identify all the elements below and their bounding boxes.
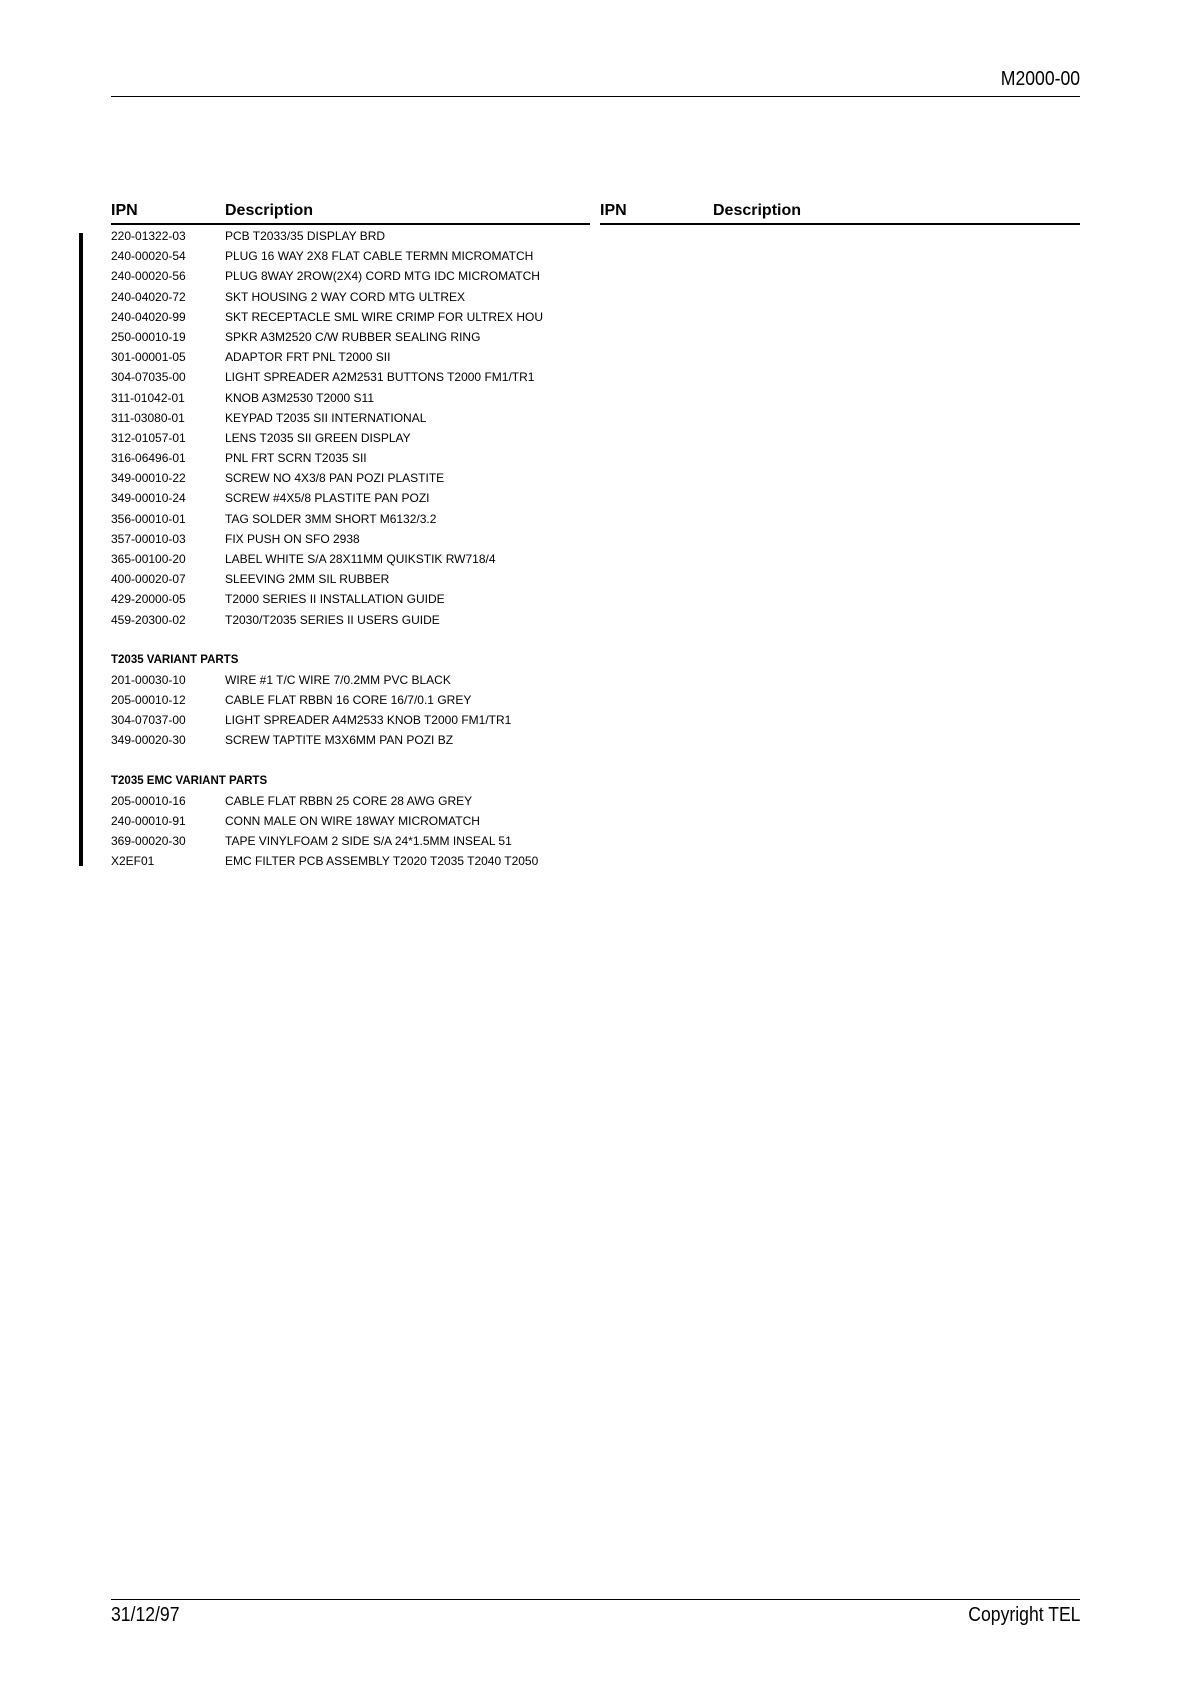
footer-copyright: Copyright TEL — [967, 1604, 1080, 1626]
part-description: SCREW #4X5/8 PLASTITE PAN POZI — [225, 491, 430, 506]
part-description: LABEL WHITE S/A 28X11MM QUIKSTIK RW718/4 — [225, 552, 496, 566]
part-row — [111, 610, 591, 630]
part-row — [111, 367, 591, 387]
part-row — [111, 347, 591, 367]
document-id: M2000-00 — [1000, 68, 1080, 90]
right-column-header — [600, 202, 1080, 225]
footer-rule — [111, 1599, 1080, 1600]
part-ipn: 349-00020-30 — [111, 733, 186, 748]
part-ipn: 365-00100-20 — [111, 552, 186, 566]
part-row — [111, 811, 591, 831]
part-description: LENS T2035 SII GREEN DISPLAY — [225, 430, 411, 445]
part-ipn: X2EF01 — [111, 854, 155, 869]
part-row — [111, 408, 591, 428]
part-ipn: 357-00010-03 — [111, 531, 186, 546]
part-ipn: 205-00010-12 — [111, 692, 186, 707]
part-row — [111, 690, 591, 710]
part-row — [111, 307, 591, 327]
part-description: SPKR A3M2520 C/W RUBBER SEALING RING — [225, 329, 481, 344]
part-description: TAG SOLDER 3MM SHORT M6132/3.2 — [225, 511, 437, 526]
part-row — [111, 670, 591, 690]
part-ipn: 201-00030-10 — [111, 672, 186, 687]
part-ipn: 349-00010-22 — [111, 471, 186, 486]
part-ipn: 304-07035-00 — [111, 370, 186, 385]
part-description: PNL FRT SCRN T2035 SII — [225, 451, 367, 466]
part-ipn: 316-06496-01 — [111, 451, 186, 466]
part-row — [111, 246, 591, 266]
part-description: KEYPAD T2035 SII INTERNATIONAL — [225, 410, 427, 425]
part-description: SKT HOUSING 2 WAY CORD MTG ULTREX — [225, 289, 466, 304]
part-description: T2030/T2035 SERIES II USERS GUIDE — [225, 612, 440, 627]
part-description: EMC FILTER PCB ASSEMBLY T2020 T2035 T2040 T2050 — [225, 854, 539, 869]
part-description: LIGHT SPREADER A2M2531 BUTTONS T2000 FM1/TR1 — [225, 370, 535, 385]
part-row — [111, 791, 591, 811]
part-ipn: 240-00010-91 — [111, 813, 186, 828]
part-ipn: 311-01042-01 — [111, 390, 185, 405]
variant-section-title: T2035 VARIANT PARTS — [111, 653, 239, 666]
part-description: CABLE FLAT RBBN 16 CORE 16/7/0.1 GREY — [225, 692, 472, 707]
part-ipn: 369-00020-30 — [111, 833, 186, 848]
part-row — [111, 428, 591, 448]
part-row — [111, 589, 591, 609]
description-column-label: Description — [225, 202, 314, 219]
part-description: WIRE #1 T/C WIRE 7/0.2MM PVC BLACK — [225, 672, 451, 687]
part-row — [111, 529, 591, 549]
part-ipn: 304-07037-00 — [111, 713, 186, 728]
part-description: SCREW TAPTITE M3X6MM PAN POZI BZ — [225, 733, 454, 748]
part-ipn: 356-00010-01 — [111, 511, 186, 526]
part-ipn: 220-01322-03 — [111, 229, 186, 243]
left-column-header — [111, 202, 590, 225]
part-ipn: 240-00020-56 — [111, 269, 186, 284]
part-row — [111, 730, 591, 750]
part-row — [111, 226, 591, 246]
part-ipn: 349-00010-24 — [111, 491, 186, 506]
parts-list — [111, 226, 591, 871]
part-row — [111, 448, 591, 468]
part-description: TAPE VINYLFOAM 2 SIDE S/A 24*1.5MM INSEAL 51 — [225, 833, 512, 848]
emc-section-title: T2035 EMC VARIANT PARTS — [111, 774, 268, 787]
part-description: ADAPTOR FRT PNL T2000 SII — [225, 350, 391, 365]
part-ipn: 312-01057-01 — [111, 430, 186, 445]
part-description: PLUG 16 WAY 2X8 FLAT CABLE TERMN MICROMATCH — [225, 249, 534, 264]
part-row — [111, 831, 591, 851]
variant-parts-group — [111, 670, 591, 751]
footer-date: 31/12/97 — [111, 1604, 180, 1626]
part-row — [111, 327, 591, 347]
part-row — [111, 468, 591, 488]
part-row — [111, 549, 591, 569]
part-ipn: 240-04020-99 — [111, 309, 186, 324]
part-description: PCB T2033/35 DISPLAY BRD — [225, 229, 386, 243]
main-parts-group — [111, 226, 591, 630]
part-row — [111, 851, 591, 871]
part-row — [111, 287, 591, 307]
header-rule — [111, 96, 1080, 97]
part-row — [111, 569, 591, 589]
part-ipn: 240-00020-54 — [111, 249, 186, 264]
part-description: SCREW NO 4X3/8 PAN POZI PLASTITE — [225, 471, 445, 486]
part-description: SKT RECEPTACLE SML WIRE CRIMP FOR ULTREX HOU — [225, 309, 544, 324]
part-row — [111, 710, 591, 730]
part-ipn: 429-20000-05 — [111, 592, 186, 607]
part-row — [111, 388, 591, 408]
part-description: CABLE FLAT RBBN 25 CORE 28 AWG GREY — [225, 793, 473, 808]
part-description: FIX PUSH ON SFO 2938 — [225, 531, 360, 546]
part-description: KNOB A3M2530 T2000 S11 — [225, 390, 374, 405]
part-row — [111, 266, 591, 286]
part-ipn: 240-04020-72 — [111, 289, 186, 304]
part-row — [111, 488, 591, 508]
part-ipn: 459-20300-02 — [111, 612, 186, 627]
part-ipn: 400-00020-07 — [111, 572, 186, 587]
part-ipn: 301-00001-05 — [111, 350, 186, 365]
part-description: PLUG 8WAY 2ROW(2X4) CORD MTG IDC MICROMATCH — [225, 269, 540, 284]
part-ipn: 205-00010-16 — [111, 793, 186, 808]
description-column-label: Description — [713, 202, 802, 219]
part-description: CONN MALE ON WIRE 18WAY MICROMATCH — [225, 813, 480, 828]
part-row — [111, 509, 591, 529]
part-ipn: 311-03080-01 — [111, 410, 185, 425]
revision-change-bar — [79, 233, 83, 866]
ipn-column-label: IPN — [111, 202, 138, 219]
part-description: T2000 SERIES II INSTALLATION GUIDE — [225, 592, 445, 607]
part-ipn: 250-00010-19 — [111, 329, 186, 344]
emc-parts-group — [111, 791, 591, 872]
ipn-column-label: IPN — [600, 202, 627, 219]
part-description: LIGHT SPREADER A4M2533 KNOB T2000 FM1/TR1 — [225, 713, 512, 728]
part-description: SLEEVING 2MM SIL RUBBER — [225, 572, 390, 587]
